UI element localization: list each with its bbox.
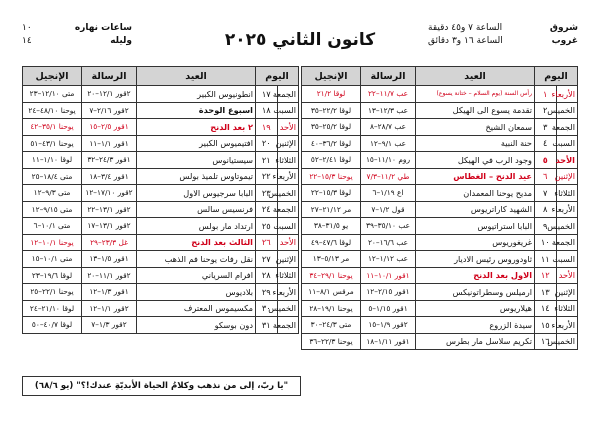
day-cell: الخميس bbox=[277, 300, 299, 317]
gospel-cell: يوحنا ١٥/٣–٢٢ bbox=[302, 168, 361, 185]
date-number: ٢٦ bbox=[256, 234, 278, 251]
date-number: ١٤ bbox=[535, 300, 557, 317]
feast-cell: سيستيانوس bbox=[137, 152, 256, 169]
table-row bbox=[23, 86, 299, 103]
date-number: ١٣ bbox=[535, 284, 557, 301]
gospel-cell: مر ٥/١٣–١٣ bbox=[302, 251, 361, 268]
table-header-row bbox=[23, 67, 299, 86]
day-cell: الإثنين bbox=[556, 168, 578, 185]
feast-cell: بلاديوس bbox=[137, 284, 256, 301]
feast-cell: افرام السرياني bbox=[137, 267, 256, 284]
epistle-cell: ١قور ٢/٥–١٥ bbox=[82, 119, 137, 136]
epistle-cell: ٢قور ١٢/١–٢٠ bbox=[82, 86, 137, 103]
day-cell: الأربعاء bbox=[277, 284, 299, 301]
day-length bbox=[22, 22, 132, 48]
gospel-cell: متى ١٠/١–٦ bbox=[23, 218, 82, 235]
feast-cell: الثالث بعد الدنح bbox=[137, 234, 256, 251]
gospel-cell: يوحنا ١٠/١–١٢ bbox=[23, 234, 82, 251]
day-cell: السبت bbox=[556, 251, 578, 268]
day-cell: الجمعة bbox=[277, 86, 299, 103]
day-cell: الخميس bbox=[556, 102, 578, 119]
gospel-cell: لوقا ٤٠/٧–٥٠ bbox=[23, 317, 82, 334]
sunrise-value: الساعة ٧ و٤٥ دقيقة bbox=[428, 23, 503, 33]
night-hours-row bbox=[22, 35, 132, 48]
date-number: ٢٩ bbox=[256, 284, 278, 301]
table-row bbox=[23, 119, 299, 136]
table-body-right bbox=[302, 86, 578, 350]
gospel-cell: متى ١٠/١–١٥ bbox=[23, 251, 82, 268]
table-row bbox=[302, 333, 578, 350]
feast-cell: غريغوريوس bbox=[416, 234, 535, 251]
day-cell: الأربعاء bbox=[556, 86, 578, 103]
day-cell: الثلاثاء bbox=[556, 185, 578, 202]
gospel-cell: لوقا ٤٧/٦–٤٩ bbox=[302, 234, 361, 251]
feast-cell: حنة النبية bbox=[416, 135, 535, 152]
gospel-cell: مرقس ٨/١–١١ bbox=[302, 284, 361, 301]
day-cell: الجمعة bbox=[556, 119, 578, 136]
date-number: ٣ bbox=[535, 119, 557, 136]
gospel-cell: يوحنا ٤٣/١–٥١ bbox=[23, 135, 82, 152]
feast-cell: فرنسيس سالس bbox=[137, 201, 256, 218]
day-cell: السبت bbox=[277, 102, 299, 119]
date-number: ١١ bbox=[535, 251, 557, 268]
table-row bbox=[23, 135, 299, 152]
calendar-table-right bbox=[301, 66, 578, 350]
table-row bbox=[302, 102, 578, 119]
gospel-cell: يوحنا ١٩/١–٢٨ bbox=[302, 300, 361, 317]
date-number: ١٠ bbox=[535, 234, 557, 251]
table-row bbox=[302, 300, 578, 317]
table-row bbox=[302, 135, 578, 152]
col-gospel: الإنجيل bbox=[23, 67, 82, 86]
epistle-cell: ٢قور ١٧/١٠–١٢ bbox=[82, 185, 137, 202]
table-row bbox=[23, 168, 299, 185]
day-hours-value: ١٠ bbox=[22, 23, 32, 33]
gospel-cell: لوقا ٢٥/٢–٣٥ bbox=[302, 119, 361, 136]
gospel-cell: يوحنا ٢٩/١–٣٤ bbox=[302, 267, 361, 284]
col-epistle: الرسالة bbox=[361, 67, 416, 86]
epistle-cell: ١قور ١/١–١١ bbox=[82, 135, 137, 152]
date-number: ٤ bbox=[535, 135, 557, 152]
feast-cell: رأس السنة (يوم السلام – ختانة يسوع) bbox=[416, 86, 535, 103]
epistle-cell: عب ١٢/٣–١٣ bbox=[361, 102, 416, 119]
gospel-cell: لوقا ١٥/٣–٢٢ bbox=[302, 185, 361, 202]
gospel-cell: لوقا ٣٦/٢–٤٠ bbox=[302, 135, 361, 152]
table-row bbox=[302, 168, 578, 185]
table-row bbox=[23, 201, 299, 218]
day-cell: الأربعاء bbox=[556, 317, 578, 334]
epistle-cell: ٢قور ١/٣–٧ bbox=[82, 317, 137, 334]
day-hours-label: ساعات نهاره bbox=[74, 23, 132, 33]
day-cell: الجمعة bbox=[556, 234, 578, 251]
gospel-cell: لوقا ٢٢/٢–٣٥ bbox=[302, 102, 361, 119]
day-cell: الثلاثاء bbox=[277, 152, 299, 169]
date-number: ٩ bbox=[535, 218, 557, 235]
col-feast: العيد bbox=[416, 67, 535, 86]
epistle-cell: ٢قور ١/٩–١٥ bbox=[361, 317, 416, 334]
gospel-cell: متى ١٨/٤–٢٥ bbox=[23, 168, 82, 185]
gospel-cell: لوقا ٢/٤١–٥٢ bbox=[302, 152, 361, 169]
col-day: اليوم bbox=[256, 67, 299, 86]
calendar-table-left bbox=[22, 66, 299, 334]
gospel-cell: لوقا ١/١٠–١١ bbox=[23, 152, 82, 169]
col-day: اليوم bbox=[535, 67, 578, 86]
table-row bbox=[302, 152, 578, 169]
feast-cell: سيدة الزروع bbox=[416, 317, 535, 334]
feast-cell: دون بوسكو bbox=[137, 317, 256, 334]
epistle-cell: ٢قور ١/١–١٢ bbox=[82, 300, 137, 317]
table-row bbox=[23, 102, 299, 119]
table-row bbox=[302, 201, 578, 218]
date-number: ٢٣ bbox=[256, 185, 278, 202]
date-number: ٢ bbox=[535, 102, 557, 119]
feast-cell: انطونيوس الكبير bbox=[137, 86, 256, 103]
feast-cell: الاول بعد الدنح bbox=[416, 267, 535, 284]
date-number: ٢٨ bbox=[256, 267, 278, 284]
day-cell: الثلاثاء bbox=[556, 300, 578, 317]
table-header-row bbox=[302, 67, 578, 86]
day-hours-row bbox=[22, 22, 132, 35]
date-number: ٢٢ bbox=[256, 168, 278, 185]
epistle-cell: ١قور ١٠/١–١١ bbox=[361, 267, 416, 284]
feast-cell: تيموتاوس تلميذ بولس bbox=[137, 168, 256, 185]
table-row bbox=[302, 218, 578, 235]
table-row bbox=[23, 300, 299, 317]
table-row bbox=[302, 119, 578, 136]
epistle-cell: غل ٢٣/٣–٢٩ bbox=[82, 234, 137, 251]
table-row bbox=[302, 267, 578, 284]
epistle-cell: ١قور ١/١٥–٥ bbox=[361, 300, 416, 317]
sunrise-label: شروق bbox=[549, 23, 578, 33]
col-gospel: الإنجيل bbox=[302, 67, 361, 86]
feast-cell: ثاودوروس رئيس الاديار bbox=[416, 251, 535, 268]
date-number: ٣١ bbox=[256, 317, 278, 334]
feast-cell: نقل رفات يوحنا فم الذهب bbox=[137, 251, 256, 268]
epistle-cell: ٢قور ٢/١٦–٧ bbox=[82, 102, 137, 119]
feast-cell: هيلاريوس bbox=[416, 300, 535, 317]
table-row bbox=[302, 185, 578, 202]
day-cell: الأحد bbox=[277, 234, 299, 251]
date-number: ٧ bbox=[535, 185, 557, 202]
feast-cell: سمعان الشيخ bbox=[416, 119, 535, 136]
epistle-cell: ٢قور ١٣/١–١٧ bbox=[82, 218, 137, 235]
gospel-cell: متى ٢٤/٣–٣٠ bbox=[302, 317, 361, 334]
date-number: ١٦ bbox=[535, 333, 557, 350]
feast-cell: وجود الرب في الهيكل bbox=[416, 152, 535, 169]
day-cell: الإثنين bbox=[277, 135, 299, 152]
epistle-cell: عب ٢٨/٧–٨ bbox=[361, 119, 416, 136]
feast-cell: ارميلس وسطراتونيكس bbox=[416, 284, 535, 301]
table-row bbox=[23, 234, 299, 251]
table-row bbox=[23, 251, 299, 268]
epistle-cell: ١قور ٢٤/٣–٣٢ bbox=[82, 152, 137, 169]
epistle-cell: روم ١١/١٠–١٥ bbox=[361, 152, 416, 169]
date-number: ١ bbox=[535, 86, 557, 103]
date-number: ٣٠ bbox=[256, 300, 278, 317]
gospel-cell: يوحنا ٢٢/١–٢٥ bbox=[23, 284, 82, 301]
day-cell: الخميس bbox=[277, 185, 299, 202]
date-number: ٨ bbox=[535, 201, 557, 218]
date-number: ٢٤ bbox=[256, 201, 278, 218]
feast-cell: الشهيد كاراتريوس bbox=[416, 201, 535, 218]
epistle-cell: ١قور ٢/١٥–١٢ bbox=[361, 284, 416, 301]
table-row bbox=[23, 284, 299, 301]
date-number: ١٢ bbox=[535, 267, 557, 284]
feast-cell: افتيميوس الكبير bbox=[137, 135, 256, 152]
gospel-cell: متى ١٢/١٠–٢٣ bbox=[23, 86, 82, 103]
table-row bbox=[302, 234, 578, 251]
date-number: ١٨ bbox=[256, 102, 278, 119]
feast-cell: تكريم سلاسل مار بطرس bbox=[416, 333, 535, 350]
table-row bbox=[23, 317, 299, 334]
day-cell: الإثنين bbox=[556, 284, 578, 301]
day-cell: الأربعاء bbox=[556, 201, 578, 218]
table-row bbox=[302, 251, 578, 268]
epistle-cell: ٢قور ١٣/١–٢٢ bbox=[82, 201, 137, 218]
gospel-cell: يوحنا ٣٥/١–٤٢ bbox=[23, 119, 82, 136]
date-number: ٢٠ bbox=[256, 135, 278, 152]
epistle-cell: عب ١٦/٦–٢٠ bbox=[361, 234, 416, 251]
day-cell: الجمعة bbox=[277, 201, 299, 218]
epistle-cell: ١قور ٣/٤–١٨ bbox=[82, 168, 137, 185]
date-number: ٥ bbox=[535, 152, 557, 169]
epistle-cell: ١قور ١/٥–١٣ bbox=[82, 251, 137, 268]
day-cell: الخميس bbox=[556, 333, 578, 350]
epistle-cell: عب ٣٥/١٠–٣٩ bbox=[361, 218, 416, 235]
table-row bbox=[23, 152, 299, 169]
feast-cell: البابا استراتيوس bbox=[416, 218, 535, 235]
gospel-cell: متى ٩/٣–١٢ bbox=[23, 185, 82, 202]
sunset-value: الساعة ١٦ و٣ دقائق bbox=[428, 36, 503, 46]
feast-cell: اسبوع الوحدة bbox=[137, 102, 256, 119]
epistle-cell: عب ٩/١–١٢ bbox=[361, 135, 416, 152]
table-row bbox=[302, 86, 578, 103]
gospel-cell: لوقا ٢١/١٠–٢٤ bbox=[23, 300, 82, 317]
gospel-cell: يوحنا ٤٨/١٠–٢٤ bbox=[23, 102, 82, 119]
day-cell: الأحد bbox=[556, 267, 578, 284]
date-number: ٢١ bbox=[256, 152, 278, 169]
epistle-cell: ١قور ١/٣–١٢ bbox=[82, 284, 137, 301]
feast-cell: ٢ بعد الدنح bbox=[137, 119, 256, 136]
table-row bbox=[23, 185, 299, 202]
epistle-cell: ١قور ١/١١–١٨ bbox=[361, 333, 416, 350]
date-number: ٢٥ bbox=[256, 218, 278, 235]
night-hours-value: ١٤ bbox=[22, 36, 32, 46]
table-row bbox=[23, 267, 299, 284]
gospel-cell: متى ٩/١٥–١٢ bbox=[23, 201, 82, 218]
epistle-cell: عب ١/١٢–١٢ bbox=[361, 251, 416, 268]
day-cell: السبت bbox=[556, 135, 578, 152]
gospel-cell: مر ٢١/١٢–٢٧ bbox=[302, 201, 361, 218]
verse-quote: "يا ربّ، إلى من نذهب وكلامُ الحياة الأبديّةِ عندك!؟" (يو ٦٨/٦) bbox=[22, 376, 301, 396]
day-cell: الأحد bbox=[277, 119, 299, 136]
day-cell: الإثنين bbox=[277, 251, 299, 268]
date-number: ١٩ bbox=[256, 119, 278, 136]
day-cell: السبت bbox=[277, 218, 299, 235]
feast-cell: ارتداد مار بولس bbox=[137, 218, 256, 235]
day-cell: الأربعاء bbox=[277, 168, 299, 185]
day-cell: الجمعة bbox=[277, 317, 299, 334]
epistle-cell: قول ١/٢–٧ bbox=[361, 201, 416, 218]
sunset-label: غروب bbox=[551, 36, 578, 46]
table-row bbox=[302, 284, 578, 301]
feast-cell: مديح يوحنا المعمدان bbox=[416, 185, 535, 202]
table-row bbox=[23, 218, 299, 235]
epistle-cell: طي ١١/٢–٧/٣ bbox=[361, 168, 416, 185]
epistle-cell: عب ١١/٧–٢٢ bbox=[361, 86, 416, 103]
day-cell: الأحد bbox=[556, 152, 578, 169]
day-cell: الثلاثاء bbox=[277, 267, 299, 284]
col-feast: العيد bbox=[137, 67, 256, 86]
epistle-cell: اع ١/١٩–٦ bbox=[361, 185, 416, 202]
feast-cell: تقدمة يسوع الى الهيكل bbox=[416, 102, 535, 119]
col-epistle: الرسالة bbox=[82, 67, 137, 86]
day-cell: الخميس bbox=[556, 218, 578, 235]
table-row bbox=[302, 317, 578, 334]
gospel-cell: يو ٣١/٥–٣٨ bbox=[302, 218, 361, 235]
table-body-left bbox=[23, 86, 299, 334]
feast-cell: البابا سرجيوس الاول bbox=[137, 185, 256, 202]
date-number: ١٥ bbox=[535, 317, 557, 334]
gospel-cell: لوقا ١٩/٦–٢٣ bbox=[23, 267, 82, 284]
night-hours-label: وليله bbox=[110, 36, 132, 46]
date-number: ٢٧ bbox=[256, 251, 278, 268]
gospel-cell: لوقا ٢١/٢ bbox=[302, 86, 361, 103]
date-number: ٦ bbox=[535, 168, 557, 185]
feast-cell: عيد الدنح – الغطاس bbox=[416, 168, 535, 185]
date-number: ١٧ bbox=[256, 86, 278, 103]
epistle-cell: ٢قور ١١/١–٢٠ bbox=[82, 267, 137, 284]
feast-cell: مكسيموس المعترف bbox=[137, 300, 256, 317]
gospel-cell: يوحنا ٢٢/٣–٣٦ bbox=[302, 333, 361, 350]
page-title: كانون الثاني ٢٠٢٥ bbox=[224, 30, 376, 50]
